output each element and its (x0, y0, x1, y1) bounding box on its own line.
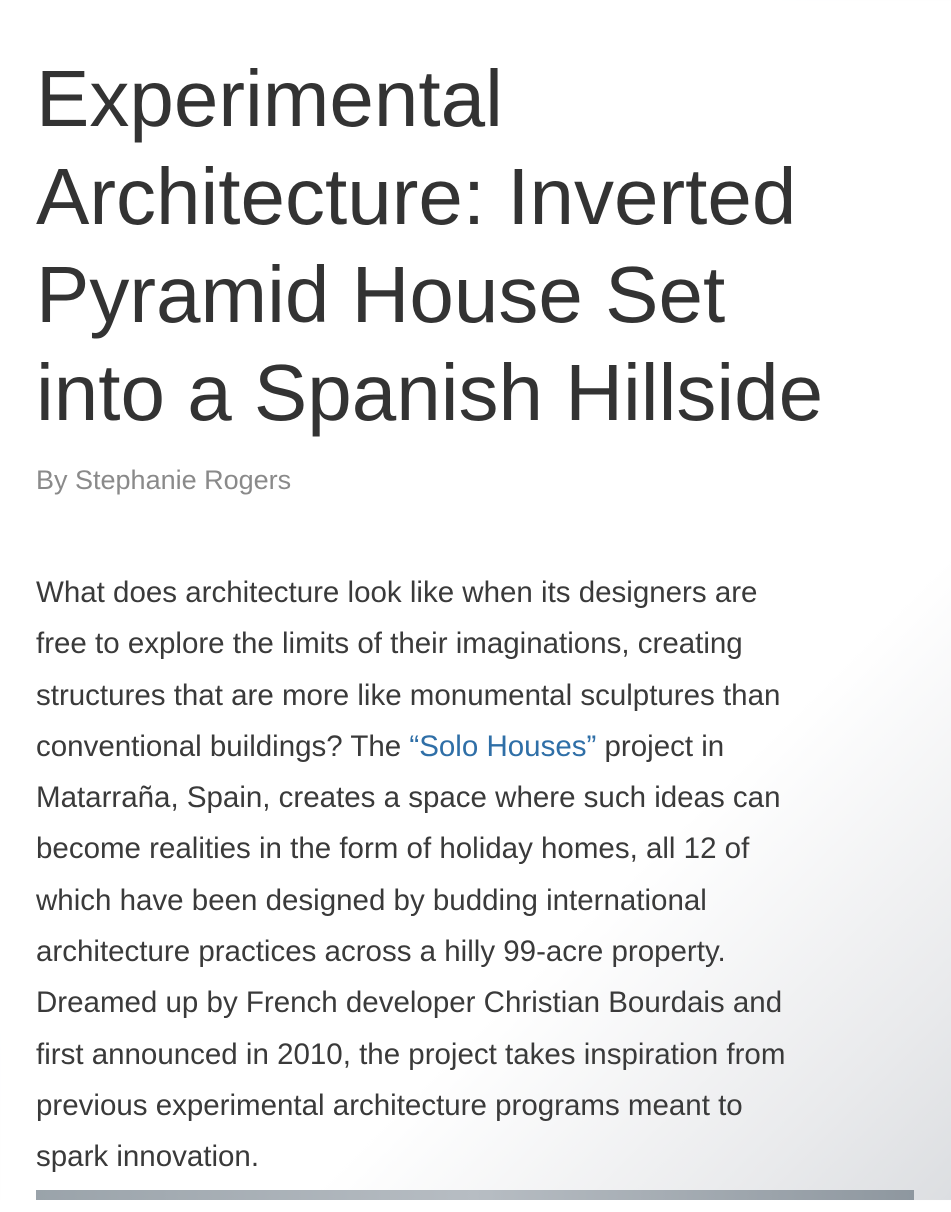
byline: By Stephanie Rogers (36, 465, 292, 495)
paragraph-text: project in (596, 729, 725, 763)
paragraph-line: free to explore the limits of their imaginations, creating (36, 627, 743, 661)
paragraph-line: architecture practices across a hilly 99-acre property. (36, 935, 726, 969)
paragraph-line (36, 721, 916, 772)
article-title (36, 50, 916, 442)
paragraph-line: spark innovation. (36, 1140, 260, 1174)
paragraph-line: become realities in the form of holiday homes, all 12 of (36, 832, 750, 866)
paragraph-line: What does architecture look like when its designers are (36, 576, 758, 609)
paragraph-text: conventional buildings? The (36, 729, 410, 763)
title-line: Architecture: Inverted (36, 152, 797, 241)
paragraph-line: previous experimental architecture programs meant to (36, 1088, 743, 1122)
title-line: into a Spanish Hillside (36, 348, 824, 437)
paragraph-line: structures that are more like monumental sculptures than (36, 678, 781, 712)
paragraph-line: which have been designed by budding international (36, 883, 707, 917)
paragraph-line: Dreamed up by French developer Christian Bourdais and (36, 986, 783, 1020)
article (36, 50, 916, 1212)
paragraph-line: first announced in 2010, the project takes inspiration from (36, 1037, 786, 1071)
article-image-top-edge (36, 1190, 914, 1200)
title-line: Pyramid House Set (36, 250, 726, 339)
paragraph-line: Matarraña, Spain, creates a space where such ideas can (36, 781, 781, 815)
title-line: Experimental (36, 54, 503, 143)
solo-houses-link[interactable]: “Solo Houses” (409, 729, 597, 763)
article-paragraph (36, 567, 916, 1183)
